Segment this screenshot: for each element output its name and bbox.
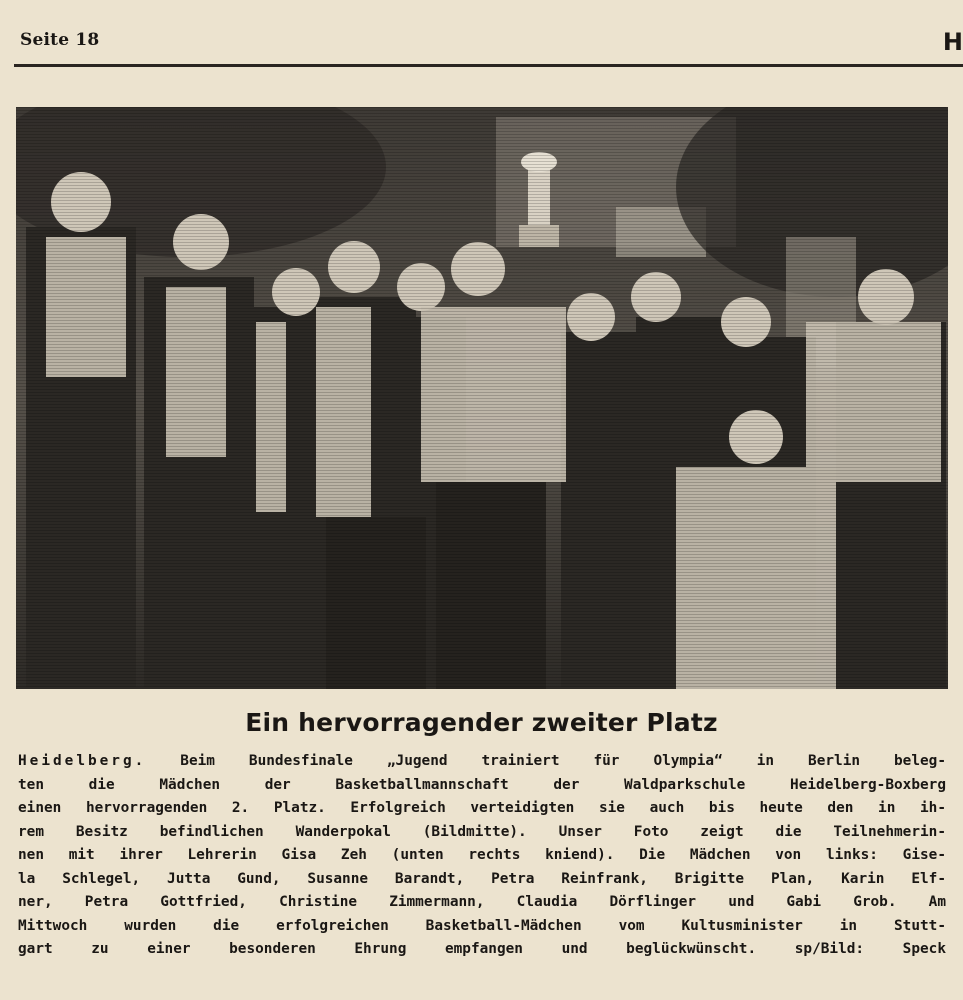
article-line-5: nen mit ihrer Lehrerin Gisa Zeh (unten rechts kniend). Die Mädchen von links: Gise- [18,847,946,863]
article-headline: Ein hervorragender zweiter Platz [245,708,718,737]
header-rule [14,64,963,67]
photograph-illustration [16,107,948,689]
article-line-1-text: Beim Bundesfinale „Jugend trainiert für Olympia“ in Berlin beleg- [180,753,946,769]
article-body [18,750,946,962]
team-photograph [16,107,948,689]
article-line-6: la Schlegel, Jutta Gund, Susanne Barandt, Petra Reinfrank, Brigitte Plan, Karin Elf- [18,870,946,887]
article-dateline: Heidelberg. [18,753,147,769]
article-line-4: rem Besitz befindlichen Wanderpokal (Bildmitte). Unser Foto zeigt die Teilnehmerin- [18,823,946,840]
article-line-8: Mittwoch wurden die erfolgreichen Basketball-Mädchen vom Kultusminister in Stutt- [18,917,946,934]
article-line-3: einen hervorragenden 2. Platz. Erfolgreich verteidigten sie auch bis heute den in ih- [18,800,946,816]
article-line-9: gart zu einer besonderen Ehrung empfangen und beglückwünscht. sp/Bild: Speck [18,941,946,957]
article-line-1 [18,750,946,774]
article-line-7: ner, Petra Gottfried, Christine Zimmermann, Claudia Dörflinger und Gabi Grob. Am [18,894,946,910]
section-letter: H [942,28,963,56]
article-line-2: ten die Mädchen der Basketballmannschaft der Waldparkschule Heidelberg-Boxberg [18,776,946,793]
page-number: Seite 18 [20,30,100,50]
